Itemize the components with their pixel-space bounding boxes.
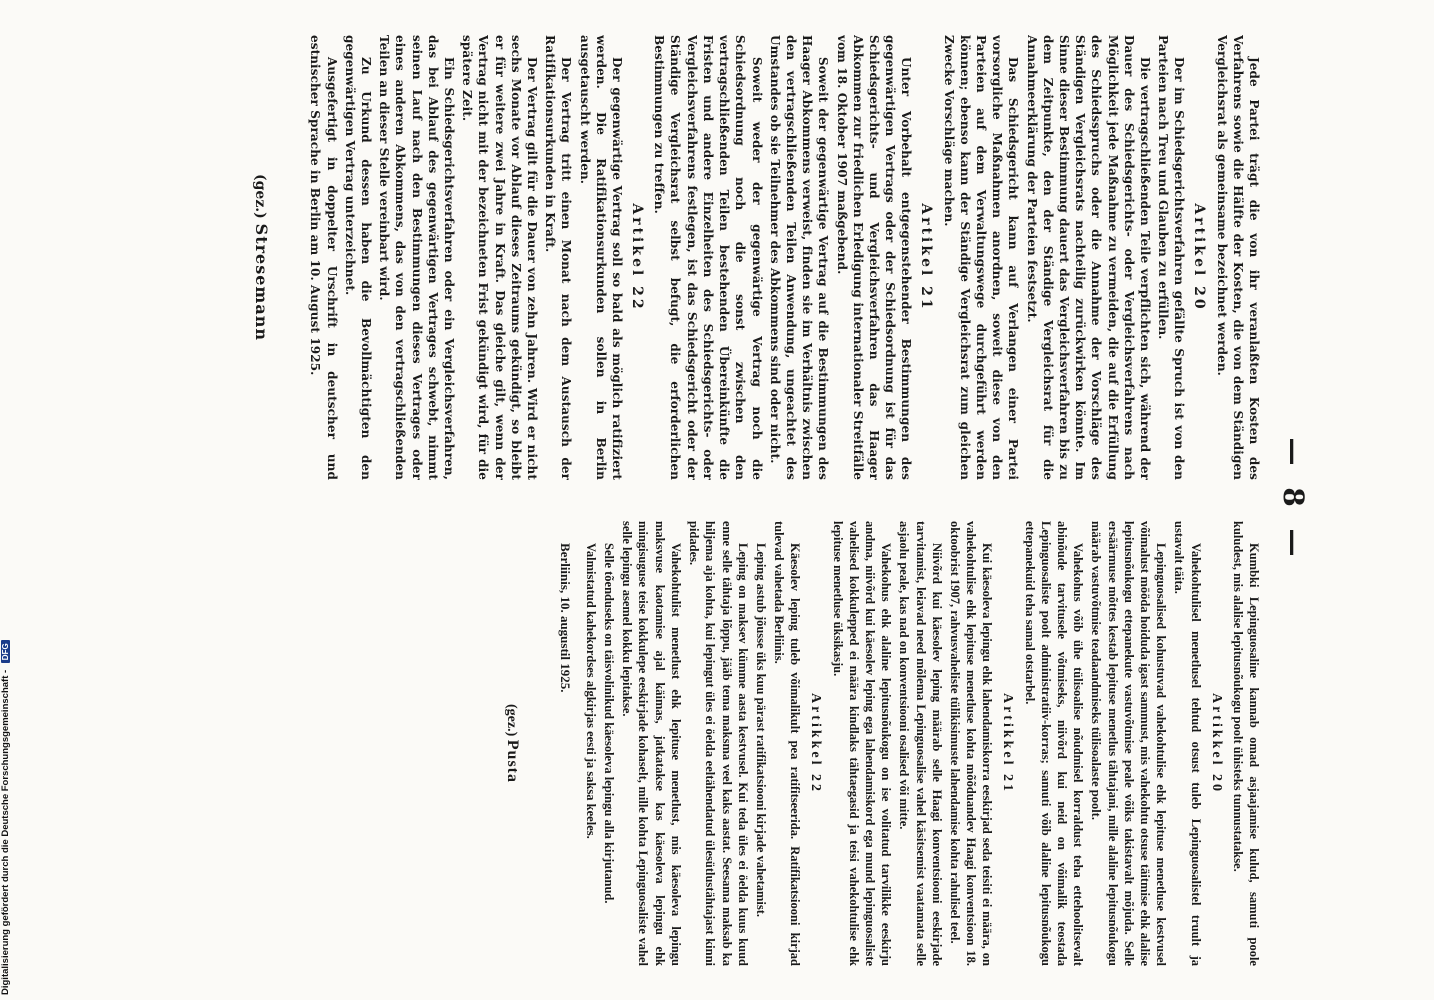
estonian-execution-clause: Valmistatud kahekordses algkirjas eesti ja saksa keeles. [583,543,598,839]
german-article-21-para-3: Soweit weder der gegenwärtige Vertrag noch die Schiedsordnung noch die sonst zwischen den vertragschließenden Teilen bestehenden Übereinkünfte die Fristen und andere Einzelheiten des Schiedsgerichts- oder Vergleichsverfahrens festlegen, ist das Schiedsgericht oder der Ständige Vergleichsrat selbst befugt, die erforderlichen Bestimmungen zu treffen. [652,35,764,480]
estonian-place-date: Berliinis, 10. augustil 1925. [557,543,573,693]
estonian-signature-prefix: (gez.) [503,704,519,737]
german-article-22-para-2: Der Vertrag tritt einen Monat nach dem Austausch der Ratifikationsurkunden in Kraft. [543,35,574,480]
german-intro: Jede Partei trägt die von ihr veranlaßten Kosten des Verfahrens sowie die Hälfte der Kosten, die von dem Ständigen Vergleichsrat als gemeinsame bezeichnet werden. [1214,35,1261,480]
estonian-article-21-para-1: Kui käesoleva lepingu ehk lahendamiskorra eeskirjad seda teisiti ei määra, on vahekohtulise ehk lepituse menetluse kohta mõõduandev Haagi konventsioon 18. oktoobrist 1907, rahvusvaheliste tülikisimuste lahendamise kohta rahulisel teel. [947,521,995,966]
german-article-20-title: Artikel 20 [1191,203,1208,312]
digitization-credit [0,605,16,995]
credit-text: Digitalisierung gefördert durch die Deutsche Forschungsgemeinschaft - [0,669,11,995]
estonian-article-22-para-4: Vahekohtulist menetlust ehk lepituse menetlust, mis käesoleva lepingu maksvuse kaotamise ajal käimas, jatkatakse kas käesoleva lepingu ehk mingisuguse teise kokkulepe eeskirjade kohaselt, mille kohta Lepinguosaliste vahel selle lepingu asemel kokku lepitakse. [620,521,683,966]
german-column [172,35,1262,480]
german-article-20-para-2: Die vertragschließenden Teile verpflichten sich, während der Dauer des Schiedsgerichts- oder Vergleichsverfahrens nach Möglichkeit jede Maßnahme zu vermeiden, die auf die Erfüllung des Schiedsspruchs oder die Annahme der Vorschläge des Ständigen Vergleichsrats nachteilig zurückwirken könnte. Im Sinne dieser Bestimmung dauert das Vergleichsverfahren bis zu dem Zeitpunkte, den der Ständige Vergleichsrat für die Annahmeerklärung der Parteien festsetzt. [1024,35,1152,480]
dfg-logo: DFG [1,640,10,663]
german-article-22-para-3: Der Vertrag gilt für die Dauer von zehn Jahren. Wird er nicht sechs Monate vor Ablauf dieses Zeitraums gekündigt, so bleibt er für weitere zwei Jahre in Kraft. Das gleiche gilt, wenn der Vertrag nicht mit der bezeichneten Frist gekündigt wird, für die spätere Zeit. [460,35,540,480]
german-signature-prefix: (gez.) [252,174,269,219]
estonian-signature-name: Pusta [503,739,521,783]
estonian-article-22-para-1: Käesolev leping tuleb võimalikult pea ratifitseerida. Ratifikatsiooni kirjad tulevad vahetada Berliinis. [772,521,803,966]
german-signature [252,35,271,480]
german-article-22-para-1: Der gegenwärtige Vertrag soll so bald als möglich ratifiziert werden. Die Ratifikationsurkunden sollen in Berlin ausgetauscht werden. [577,35,625,480]
estonian-witness-clause: Selle tõenduseks on täisvolinikud käesoleva lepingu alla kirjutanud. [602,543,617,904]
estonian-article-22-title: Artikkel 22 [808,692,824,795]
german-article-22-para-4: Ein Schiedsgerichtsverfahren oder ein Vergleichsverfahren, das bei Ablauf des gegenwärtigen Vertrages schwebt, nimmt seinen Lauf nach den Bestimmungen dieses Vertrages oder eines anderen Abkommens, das von den vertragschließenden Teilen an dieser Stelle vereinbart wird. [377,35,457,480]
estonian-article-21-para-2: Niivõrd kui käesolev leping määrab selle Haagi konventsiooni eeskirjade tarvitamist, leiavad need mõlema Lepinguosalise vahel käsitsemist vaatamata selle asjaolu peale, kas nad on konventsiooni osalised või mitte. [897,521,944,966]
estonian-article-20-para-2: Lepinguosalised kohustuvad vahekohtulise ehk lepituse menetluse kestvusel võimalust mööda hoiduda igast sammust, mis vahekohtu otsuse täitmise ehk alalise lepitusnõukogu ettepanekute vastuvõtmise peale võiks takistavalt mõjuda. Selle ersäärmuse mõttes kestab lepituse menetlus tähtajani, mille alaline lepitusnõukogu määrab vastuvõtmise teadaandmiseks tülisoalaste poolt. [1089,521,1169,966]
german-signature-name: Stresemann [252,223,272,341]
german-witness-clause: Zu Urkund dessen haben die Bevollmächtigten den gegenwärtigen Vertrag unterzeichnet. [342,35,374,480]
german-execution-clause: Ausgefertigt in doppelter Urschrift in deutscher und estnischer Sprache in Berlin am 10. August 1925. [308,35,339,480]
estonian-article-21-para-3: Vahekohus ehk alaline lepitusnõukogu on ise volitatud tarvilikke eeskirju andma, niivõrd kui käesolev leping ega lahendamiskord ega mund lepinguosaliste vahelised kokkulepped ei määra kindlaks tähtaegasid ja teisi vahekohtulise ehk lepituse menetluse üksikasju. [830,521,894,966]
german-article-20-para-1: Der im Schiedsgerichtsverfahren gefällte Spruch ist von den Parteien nach Treu und Glauben zu erfüllen. [1156,35,1187,480]
estonian-article-21-title: Artikkel 21 [1000,692,1016,795]
german-article-21-title: Artikel 21 [918,203,935,312]
estonian-article-20-para-3: Vahekohus võib ühe tülisoalise nõudmisel korraldust teha ettehoolitsevalt abinõude tarvitusele võtmiseks, niivõrd kui neid on võimalik teostada Lepinguosaliste poolt administratiiv-korras; samuti võib alaline lepitusnõukogu ettepanekuid teha samal otstarbel. [1022,521,1086,966]
german-article-22-title: Artikel 22 [629,203,646,312]
german-article-21-para-2: Soweit der gegenwärtige Vertrag auf die Bestimmungen des Haager Abkommens verweist, finden sie im Verhältnis zwischen den vertragschließenden Teilen Anwendung, ungeachtet des Umstandes ob sie Teilnehmer des Abkommens sind oder nicht. [767,35,831,480]
estonian-article-20-title: Artikkel 20 [1208,692,1224,795]
estonian-column [172,521,1262,966]
estonian-article-22-para-2: Leping astub jõusse üks kuu pärast ratifikatsiooni kirjade vahetamist. [753,543,768,918]
estonian-signature [503,521,521,966]
estonian-article-20-para-1: Vahekohtulisel menetlusel tehtud otsust tuleb Lepinguosalistel truult ja ustavalt täita. [1172,521,1203,966]
estonian-intro: Kumbki Lepinguosaline kannab omad asjaajamise kulud, samuti poole kuludest, mis alalise lepitusnõukogu poolt ühisteks tunnustatakse. [1230,521,1261,966]
german-article-21-para-1: Unter Vorbehalt entgegenstehender Bestimmungen des gegenwärtigen Vertrags oder der Schiedsordnung ist für das Schiedsgerichts- und Vergleichsverfahren das Haager Abkommen zur friedlichen Erledigung internationaler Streitfälle vom 18. Oktober 1907 maßgebend. [834,35,914,480]
rotated-page [150,35,1310,965]
page-number: — 8 — [1277,437,1310,563]
german-article-20-para-3: Das Schiedsgericht kann auf Verlangen einer Partei vorsorgliche Maßnahmen anordnen, soweit diese von den Parteien auf dem Verwaltungswege durchgeführt werden können; ebenso kann der Ständige Vergleichsrat zum gleichen Zwecke Vorschläge machen. [941,35,1021,480]
estonian-article-22-para-3: Leping on maksev kümme aasta kestvusel. Kui teda üles ei öelda kuus kuud enne selle tähtaja lõppu, jääb tema maksma veel kaks aastat. Seesama maksab ka hiljema aja kohta, kui lepingut üles ei öelda eeltähendatud ülesütlustähtajast kinni pidades. [687,521,750,966]
